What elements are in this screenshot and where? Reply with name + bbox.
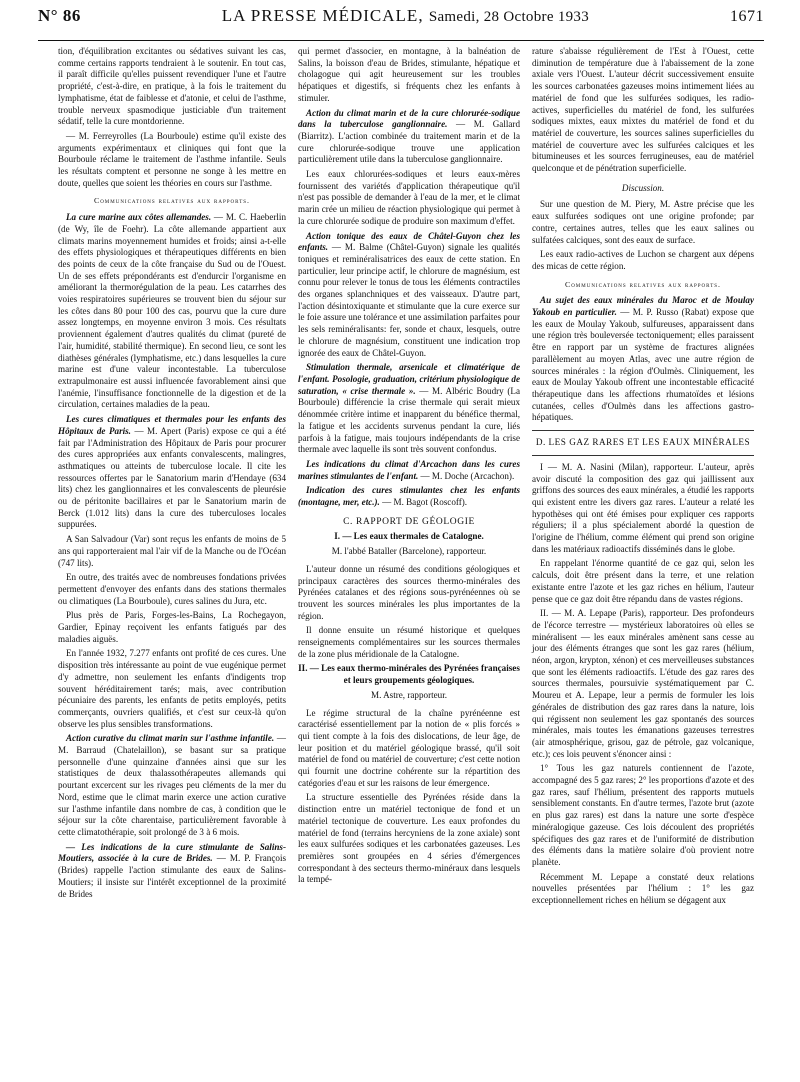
paragraph-text: Sur une question de M. Piery, M. Astre précise que les eaux sulfurées sodiques ont une origine profonde; par contre, certaines autres, telles que les eaux salines ou sulfatées calciques, sont des eaux de surface. — [532, 199, 754, 245]
section-heading: Communications relatives aux rapports. — [94, 196, 250, 206]
paragraph-text: Récemment M. Lepape a constaté deux relations nouvelles présentées par l'hélium : 1° les gaz exceptionnellement riches en hélium se dégagent aux — [532, 871, 754, 906]
paragraph — [298, 46, 520, 105]
discussion-heading: Discussion. — [621, 182, 665, 193]
report-heading: C. RAPPORT DE GÉOLOGIE — [343, 516, 475, 527]
paragraph-text: I — M. A. Nasini (Milan), rapporteur. L'auteur, après avoir discuté la composition des gaz qui jaillissent aux griffons des sources des eaux minérales, a étudié les rapports qui existent entre les divers gaz rares. L'auteur a relaté les hypothèses qui ont été émises pour expliquer ces rapports réguliers; il a plus spécialement abordé la question de l'origine de l'hélium, comme élément qui prend son origine dans les matériaux radioactifs disséminés dans le globe. — [532, 461, 754, 554]
paragraph-heading: La cure marine aux côtes allemandes. — [66, 212, 212, 223]
paragraph — [532, 558, 754, 605]
paragraph-text: — M. Doche (Arcachon). — [418, 470, 515, 481]
paragraph — [58, 842, 286, 901]
rapporteur-line: M. l'abbé Bataller (Barcelone), rapporteur. — [331, 546, 487, 557]
paragraph-text: Les eaux chlorurées-sodiques et leurs eaux-mères fournissent des variétés d'application thérapeutique qu'il n'est pas possible de demander à l'eau de la mer, et le climat marin crée un milieu de réaction physiologique qui permet à la cure chlorurée sodique de produire son maximum d'effet. — [298, 169, 520, 226]
paragraph — [298, 459, 520, 482]
paragraph-text: — M. Barraud (Chatelaillon), se basant sur sa pratique personnelle d'une quinzaine d'années ainsi que sur les statistiques de deux thalassothérapeutes allemands qui pourtant excercent sur les rivages peu cléments de la mer du Nord, estime que le climat marin exerce une action curative sur l'asthme infantile dans nombre de cas, à condition que le séjour sur la côte charentaise, particulièrement favorable à cette climatothérapie, soit prolongé de 3 à 6 mois. — [58, 733, 286, 837]
page-number: 1671 — [730, 8, 764, 25]
paragraph — [58, 212, 286, 411]
journal-name: LA PRESSE MÉDICALE, — [221, 6, 424, 25]
paragraph-heading: Indication des cures stimulantes chez les enfants (montagne, mer, etc.). — [298, 485, 520, 508]
paragraph-text: En outre, des traités avec de nombreuses fondations privées permettent d'envoyer des enfants dans des stations thermales ou climatiques (La Bourboule), cures salines du Jura, etc. — [58, 572, 286, 606]
paragraph — [532, 199, 754, 246]
column-1 — [58, 46, 292, 1076]
paragraph — [532, 295, 754, 424]
section-heading: Communications relatives aux rapports. — [565, 279, 721, 289]
paragraph-text: tion, d'équilibration excitantes ou sédatives suivant les cas, comme certains rapports tendraient à le soutenir. En tout cas, il paraît difficile qu'elles puissent revendiquer l'une et l'autre propriété, c'est-à-dire, en pratique, à la fois le traitement du lymphatisme, état de faiblesse et d'atonie, et celui de l'asthme, trouble nerveux spasmodique justiciable d'un traitement sédatif, telle la cure montdorienne. — [58, 46, 286, 127]
issue-number: N° 86 — [38, 6, 81, 25]
paragraph — [298, 108, 520, 167]
paragraph-text: Le régime structural de la chaîne pyrénéenne est caractérisé essentiellement par la notion de « plis forcés » qui tient compte à la fois des dislocations, de leur âge, de leur position et du matériel géologique brassé, qu'il soit matériel de fond ou matériel de couverture; c'est cette notion qui fournit une doctrine cohérente sur la répartition des catégories d'eau et sur les raisons de leur émergence. — [298, 707, 520, 788]
paragraph-text: Plus près de Paris, Forges-les-Bains, La Rochegayon, Gardier, Epinay reçoivent les enfants fatigués par des maladies aiguës. — [58, 610, 286, 644]
paragraph — [532, 608, 754, 760]
paragraph-text: — M. C. Haeberlin (de Wy, île de Foehr). La côte allemande appartient aux climats marins moyennement humides et froids; ainsi a-t-elle des effets physiologiques et thérapeutiques différents en bien des points de ceux de la côte française du Sud ou de l'Ouest. Un de ses effets prépondérants est d'endurcir l'organisme en améliorant la thermorégulation de la peau. Les catarrhes des voies respiratoires supérieures se trouvent bien du séjour sur les côtes dans 80 pour 100 des cas, pourvu que la cure dure assez longtemps, en moyenne environ 3 mois. Ces résultats proviennent également d'autres qualités du climat (pureté de l'air, humidité, stabilité thermique). En second lieu, ce sont les diathèses générales (lymphatisme, etc.) dans lesquelles la cure marine est d'une valeur incontestable. La tuberculose extrapulmonaire est aussi influencée favorablement ainsi que l'anémie, l'insuffisance fonctionnelle de la digestion et de la circulation, certaines maladies de la peau. — [58, 212, 286, 410]
report-heading: D. LES GAZ RARES ET LES EAUX MINÉRALES — [535, 437, 751, 448]
paragraph-text: — M. Balme (Châtel-Guyon) signale les qualités toniques et reminéralisatrices des eaux de cette station. En particulier, leur principe actif, le chlorure de magnésium, est connu pour relever le tonus de tous les éléments contractiles des organes splanchniques et des vaisseaux. D'autre part, l'action désintoxiquante et stimulante que la cure exerce sur le foie assure une tolérance et une assimilation parfaites pour les sels reminéralisants: fer, sonde et chaux, lesquels, outre le chlorure de magnésium, constituent une indication trop ignorée des eaux de Châtel-Guyon. — [298, 242, 520, 358]
paragraph — [298, 625, 520, 660]
paragraph-heading: Au sujet des eaux minérales du Maroc et de Moulay Yakoub en particulier. — [532, 295, 754, 318]
paragraph — [298, 169, 520, 228]
paragraph-text: II. — M. A. Lepape (Paris), rapporteur. Des profondeurs de l'écorce terrestre — mystérieux laboratoires où elles se minéralisent — les eaux minérales amènent sans cesse au jour des éléments étranges que sont les gaz rares (hélium, néon, argon, krypton, xénon) et ces merveilleuses substances que sont les éléments radioactifs. L'étude des gaz rares des sources thermales, poursuivie systématiquement par C. Moureu et A. Lepape, leur a permis de formuler les lois générales de distribution des gaz rares dans la nature, lois qui régissent non seulement les gaz spontanés des sources minérales, mais toutes les émanations gazeuses terrestres (air atmosphérique, grisou, gaz de pétrole, gaz volcanique, etc.); ces lois peuvent s'énoncer ainsi : — [532, 608, 754, 759]
paragraph-text: En rappelant l'énorme quantité de ce gaz qui, selon les calculs, doit être présent dans la terre, et une relation existante entre l'azote et les gaz riches en hélium, l'auteur pense que ce gaz doit être répandu dans de vastes régions. — [532, 558, 754, 604]
report-subtitle: II. — Les eaux thermo-minérales des Pyrénées françaises et leurs groupements géologiques. — [298, 663, 520, 686]
paragraph-heading: Stimulation thermale, arsenicale et climatérique de l'enfant. Posologie, graduation, critérium physiologique de saturation, « crise thermale ». — [298, 362, 520, 396]
paragraph-text: qui permet d'associer, en montagne, à la balnéation de Salins, la boisson d'eau de Brides, stimulante, hépatique et cholagogue qui agit heureusement sur les troubles hépatiques et digestifs, si fréquents chez les enfants à stimuler. — [298, 46, 520, 103]
paragraph — [58, 414, 286, 531]
divider-rule — [532, 430, 754, 431]
paragraph-text: La structure essentielle des Pyrénées réside dans la distinction entre un matériel tectonique de fond et un matériel tectonique de couverture. Les eaux profondes du matériel de fond (terrains hercyniens de la zone axiale) sont les eaux sulfurées sodiques et les carbonatées gazeuses. Les premières sont groupées en 4 séries d'émergences correspondant à des secteurs thermo-minéraux dans lesquels la tempé- — [298, 792, 520, 885]
paragraph-heading: Action tonique des eaux de Châtel-Guyon chez les enfants. — [298, 230, 520, 253]
paragraph-text: En l'année 1932, 7.277 enfants ont profité de ces cures. Une disposition très intéressante au point de vue eugénique permet d'y admettre, non seulement les enfants d'indigents trop souvent héréditairement tarés; mais, avec contribution pécuniaire des parents, les enfants de petits employés, petits commerçants, ouvriers qualifiés, et c'est sur ceux-là qu'on observe les plus sensibles transformations. — [58, 648, 286, 729]
paragraph — [58, 131, 286, 190]
paragraph — [532, 763, 754, 868]
paragraph — [58, 733, 286, 838]
paragraph-text: — M. P. Russo (Rabat) expose que les eaux de Moulay Yakoub, sulfureuses, apparaissent dans une région très bouleversée tectoniquement; elles paraissent être en rapport par un système de fractures alignées parallèlement au moyen Atlas, avec une autre région de sources minérales : la région d'Oulmès. Cliniquement, les eaux de Moulay Yakoub offrent une incontestable efficacité thérapeutique dans les affections rhumatoïdes et lésions cutanées, celles d'Oulmès dans les affections gastro-hépatiques. — [532, 307, 754, 423]
journal-title — [222, 6, 589, 26]
paragraph — [58, 610, 286, 645]
column-2 — [292, 46, 526, 1076]
paragraph — [532, 249, 754, 272]
divider-rule — [532, 455, 754, 456]
paragraph — [298, 792, 520, 886]
paragraph — [298, 485, 520, 508]
article-columns — [58, 46, 760, 1076]
paragraph — [298, 564, 520, 623]
paragraph — [298, 231, 520, 360]
paragraph-text: 1° Tous les gaz naturels contiennent de l'azote, accompagné des 5 gaz rares; 2° les proportions d'azote et des gaz rares, sauf l'hélium, présentent des rapports mutuels sensiblement constants. En d'autre termes, l'azote brut (azote en plus gaz rares) est dans la nature une sorte d'espèce minéralogique gazeuse. Ces lois découlent des propriétés spécifiques des gaz rares et de l'uniformité de distribution des éléments dans la matière solaire d'où provient notre planète. — [532, 763, 754, 867]
paragraph-heading: — Les indications de la cure stimulante de Salins-Moutiers, associée à la cure de Brides. — [58, 841, 286, 864]
paragraph-heading: Action curative du climat marin sur l'asthme infantile. — [66, 733, 275, 744]
paragraph — [58, 46, 286, 128]
paragraph — [532, 46, 754, 175]
paragraph-text: — M. Bagot (Roscoff). — [379, 497, 468, 508]
paragraph-text: A San Salvadour (Var) sont reçus les enfants de moins de 5 ans qui rapporteraient mal l'air vif de la Manche ou de l'Océan (747 lits). — [58, 534, 286, 568]
report-subtitle: I. — Les eaux thermales de Catalogne. — [334, 531, 484, 542]
paragraph-heading: Les indications du climat d'Arcachon dans les cures marines stimulantes de l'enfant. — [298, 458, 520, 481]
paragraph-heading: Les cures climatiques et thermales pour les enfants des Hôpitaux de Paris. — [58, 414, 286, 436]
issue-date: Samedi, 28 Octobre 1933 — [428, 9, 590, 25]
paragraph — [298, 362, 520, 456]
paragraph-text: — M. Ferreyrolles (La Bourboule) estime qu'il existe des arguments expérimentaux et cliniques qui font que la Bourboule réclame le traitement de l'asthme infantile. Seuls les résultats comptent et personne ne songe à les mettre en doute, quelles que soient les théories en cours sur l'asthme. — [58, 130, 286, 188]
paragraph — [298, 708, 520, 790]
paragraph-text: — M. Apert (Paris) expose ce qui a été fait par l'Administration des Hôpitaux de Paris pour procurer des cures appropriées aux enfants convalescents, malingres, asthmatiques ou atteints de tuberculose locale. Il cite les ressources offertes par le Sanatorium marin d'Hendaye (634 lits) chez les ganglionnaires et les convalescents de pleurésie ou de péritonite bacillaires et par le Sanatorium marin de Berck (1.012 lits) dans la cure des tuberculoses locales suppurées. — [58, 425, 286, 530]
paragraph — [58, 572, 286, 607]
paragraph-text: — M. Gallard (Biarritz). L'action combinée du traitement marin et de la cure chlorurée-sodique trouve une application particulièrement utile dans la tuberculose ganglionnaire. — [298, 119, 521, 165]
paragraph — [58, 648, 286, 730]
paragraph-text: L'auteur donne un résumé des conditions géologiques et principaux caractères des sources thermo-minérales des Pyrénées catalanes et des régions sous-pyrénéennes où se trouvent les sources minérales les plus importantes de la région. — [298, 563, 520, 621]
paragraph — [58, 534, 286, 569]
column-3 — [526, 46, 760, 1076]
paragraph-text: Les eaux radio-actives de Luchon se chargent aux dépens des micas de cette région. — [532, 249, 754, 271]
paragraph — [532, 872, 754, 907]
paragraph-text: rature s'abaisse régulièrement de l'Est à l'Ouest, cette diminution de température due à l'abaissement de la zone axiale vers l'Ouest. L'auteur décrit successivement ensuite les sources carbonatées gazeuses moins intimement liées au matériel de fond que les sulfurées sodiques, les radio-actives, superficielles du matériel de fond, les sulfurées sodiques mixtes, eaux mixtes du matériel de fond et du matériel de couverture, les sources salines superficielles du matériel de couverture avec les sulfurées calciques et les bitumineuses et les sources ferrugineuses, eau de matériel quelconque et de pénétration superficielle. — [532, 46, 754, 174]
paragraph-text: — M. Albéric Boudry (La Bourboule) différencie la crise thermale qui serait mieux dénommée critère intime et inapparent du bénéfice thermal, la fatigue et les accidents survenus pendant la cure, liés parfois à la fatigue, mais toujours indépendants de la crise thermale avec laquelle ils sont très souvent confondus. — [298, 385, 520, 455]
paragraph-text: Il donne ensuite un résumé historique et quelques renseignements complémentaires sur les sources thermales de la zone plus méridionale de la Catalogne. — [298, 625, 520, 659]
page-header — [38, 6, 764, 41]
paragraph — [532, 462, 754, 556]
paragraph-heading: Action du climat marin et de la cure chlorurée-sodique dans la tuberculose ganglionnaire. — [298, 107, 520, 130]
rapporteur-line: M. Astre, rapporteur. — [370, 689, 448, 700]
paragraph-text: — M. P. François (Brides) rappelle l'action stimulante des eaux de Salins-Moutiers; il insiste sur l'intérêt exceptionnel de la proximité de Brides — [58, 853, 287, 899]
